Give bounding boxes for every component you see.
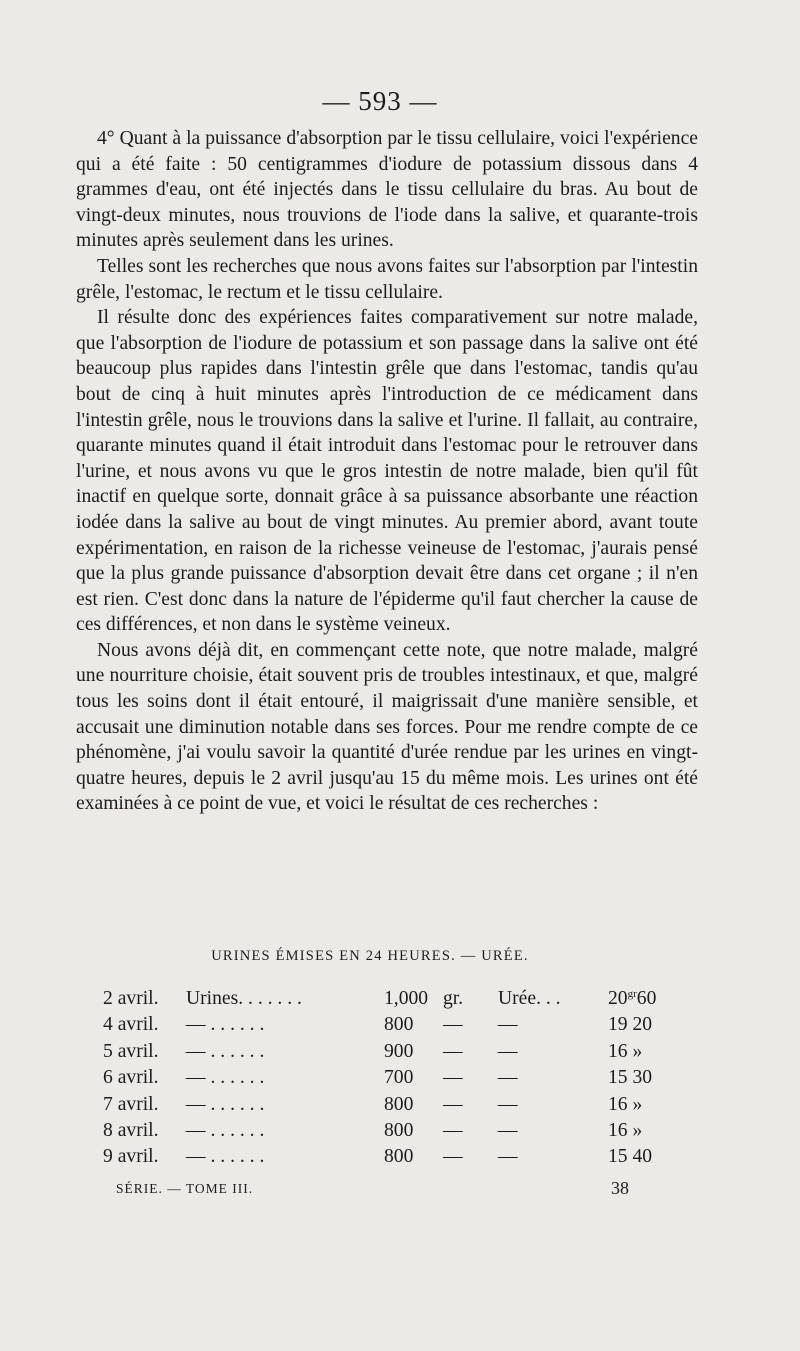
row-unit: gr.: [443, 988, 464, 1009]
row-uree-value: 16 »: [608, 1119, 643, 1141]
footer-series: SÉRIE. — TOME III.: [116, 1181, 254, 1196]
row-uree-label: —: [498, 1040, 518, 1062]
row-unit: —: [443, 1093, 463, 1115]
row-unit: —: [443, 1067, 463, 1089]
row-uree-value: 16 »: [608, 1093, 643, 1115]
row-volume: 800: [384, 1119, 414, 1141]
table-row: [100, 1014, 700, 1040]
table-row: [100, 1094, 700, 1120]
row-volume: 1,000: [384, 988, 429, 1009]
footer-signature: 38: [611, 1178, 629, 1198]
value-main: 20: [608, 988, 628, 1009]
row-uree-label: —: [498, 1067, 518, 1089]
row-uree-label: —: [498, 1146, 518, 1168]
row-uree-value: [608, 988, 656, 1010]
row-label: — . . . . . .: [186, 1146, 265, 1168]
value-unit-sup: gr: [627, 988, 637, 1000]
row-uree-label: Urée. . .: [498, 988, 561, 1009]
row-unit: —: [443, 1146, 463, 1168]
row-uree-label: —: [498, 1119, 518, 1141]
body-text: [76, 126, 698, 817]
table-row: [100, 1120, 700, 1146]
row-uree-value: 19 20: [608, 1014, 653, 1036]
paragraph: Nous avons déjà dit, en commençant cette note, que notre malade, malgré une nourriture choisie, était souvent pris de troubles intestinaux, et que, malgré tous les soins dont il était entouré, il maigrissait d'une manière sensible, et accusait une diminution notable dans ses forces. Pour me rendre compte de ce phénomène, j'ai voulu savoir la quantité d'urée rendue par les urines en vingt-quatre heures, depuis le 2 avril jusqu'au 15 du même mois. Les urines ont été examinées à ce point de vue, et voici le résultat de ces recherches :: [76, 639, 698, 815]
row-unit: —: [443, 1014, 463, 1036]
paragraph: Il résulte donc des expériences faites comparativement sur notre malade, que l'absorption de l'iodure de potassium et son passage dans la salive ont été beaucoup plus rapides dans l'intestin grêle que dans l'estomac, tandis qu'au bout de cinq à huit minutes après l'introduction de ce médicament dans l'intestin grêle, nous le trouvions dans la salive et l'urine. Il fallait, au contraire, quarante minutes quand il était introduit dans l'estomac pour le retrouver dans l'urine, et nous avons vu que le gros intestin de notre malade, bien qu'il fût inactif en quelque sorte, donnait grâce à sa puissance absorbante une réaction iodée dans la salive au bout de vingt minutes. Au premier abord, avant toute expérimentation, en raison de la richesse veineuse de l'estomac, j'aurais pensé que la plus grande puissance d'absorption devait être dans cet organe ; il n'en est rien. C'est donc dans la nature de l'épiderme qu'il faut chercher la cause de ces différences, et non dans le système veineux.: [76, 307, 698, 636]
row-label: — . . . . . .: [186, 1067, 265, 1089]
table-row: [100, 1041, 700, 1067]
table-title: URINES ÉMISES EN 24 HEURES. — URÉE.: [211, 948, 529, 964]
row-uree-value: 15 40: [608, 1146, 653, 1168]
table-row: [100, 1067, 700, 1093]
paragraph: 4° Quant à la puissance d'absorption par le tissu cellulaire, voici l'expérience qui a été faite : 50 centigrammes d'iodure de potassium dissous dans 4 grammes d'eau, ont été injectés dans le tissu cellulaire du bras. Au bout de vingt-deux minutes, nous trouvions de l'iode dans la salive, et quarante-trois minutes après seulement dans les urines.: [76, 128, 698, 252]
row-date: 7 avril.: [103, 1093, 159, 1115]
row-volume: 700: [384, 1067, 414, 1089]
row-volume: 800: [384, 1014, 414, 1036]
row-uree-label: —: [498, 1014, 518, 1036]
row-volume: 900: [384, 1040, 414, 1062]
row-date: 4 avril.: [103, 1014, 159, 1036]
row-unit: —: [443, 1040, 463, 1062]
page-number: — 593 —: [322, 86, 438, 116]
row-date: 6 avril.: [103, 1067, 159, 1089]
row-date: 8 avril.: [103, 1119, 159, 1141]
paragraph: Telles sont les recherches que nous avons faites sur l'absorption par l'intestin grêle, l'estomac, le rectum et le tissu cellulaire.: [76, 255, 698, 303]
row-volume: 800: [384, 1093, 414, 1115]
row-volume: 800: [384, 1146, 414, 1168]
row-date: 5 avril.: [103, 1040, 159, 1062]
row-uree-value: 15 30: [608, 1067, 653, 1089]
row-label: — . . . . . .: [186, 1014, 265, 1036]
row-label: — . . . . . .: [186, 1119, 265, 1141]
row-uree-value: 16 »: [608, 1040, 643, 1062]
row-unit: —: [443, 1119, 463, 1141]
value-rest: 60: [636, 988, 657, 1009]
row-date: 2 avril.: [103, 988, 159, 1009]
table-row: [100, 988, 700, 1014]
row-label: — . . . . . .: [186, 1093, 265, 1115]
row-uree-label: —: [498, 1093, 518, 1115]
table-row: [100, 1146, 700, 1172]
urine-table: [100, 988, 700, 1173]
row-label: — . . . . . .: [186, 1040, 265, 1062]
row-date: 9 avril.: [103, 1146, 159, 1168]
row-label: Urines. . . . . . .: [186, 988, 302, 1009]
